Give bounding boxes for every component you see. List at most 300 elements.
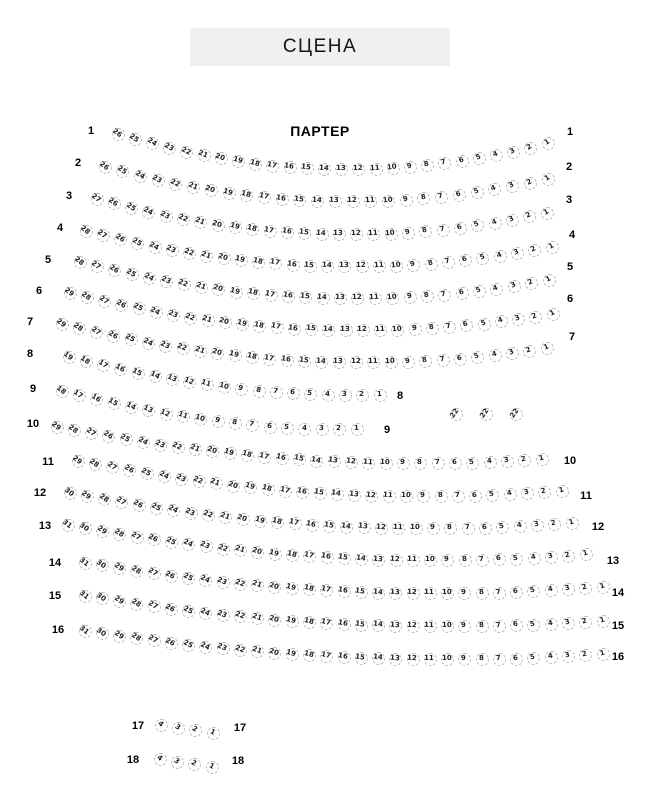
seat-r12-24[interactable] <box>167 504 180 517</box>
seat-r10-21[interactable] <box>189 443 202 456</box>
seat-r2-10[interactable] <box>382 195 395 208</box>
seat-r12-15[interactable] <box>323 520 336 533</box>
seat-r16-3[interactable] <box>562 650 575 663</box>
seat-r4-8[interactable] <box>425 258 438 271</box>
seat-r16-9[interactable] <box>458 653 471 666</box>
seat-r16-25[interactable] <box>182 639 195 652</box>
seat-r10-14[interactable] <box>310 455 323 468</box>
seat-r14-11[interactable] <box>424 587 437 600</box>
seat-r13-30[interactable] <box>79 522 92 535</box>
seat-r3-7[interactable] <box>437 224 450 237</box>
seat-r17-2[interactable] <box>189 724 202 737</box>
seat-r12-2[interactable] <box>548 518 561 531</box>
seat-r14-17[interactable] <box>320 584 333 597</box>
seat-r8-12[interactable] <box>183 376 196 389</box>
seat-r2-20[interactable] <box>205 184 218 197</box>
seat-r7-16[interactable] <box>281 354 294 367</box>
seat-r13-26[interactable] <box>148 533 161 546</box>
seat-r2-26[interactable] <box>99 161 112 174</box>
seat-r16-28[interactable] <box>130 632 143 645</box>
seat-r5-16[interactable] <box>282 290 295 303</box>
seat-r14-18[interactable] <box>303 583 316 596</box>
seat-r4-25[interactable] <box>131 237 144 250</box>
seat-r7-25[interactable] <box>125 333 138 346</box>
seat-r3-3[interactable] <box>506 214 519 227</box>
seat-r8-13[interactable] <box>166 373 179 386</box>
seat-r16-13[interactable] <box>389 653 402 666</box>
seat-r2-11[interactable] <box>364 195 377 208</box>
seat-r5-21[interactable] <box>195 281 208 294</box>
seat-r14-23[interactable] <box>217 576 230 589</box>
seat-r10-22[interactable] <box>172 441 185 454</box>
seat-r12-19[interactable] <box>254 515 267 528</box>
seat-r15-22[interactable] <box>234 610 247 623</box>
seat-r11-18[interactable] <box>262 483 275 496</box>
seat-r16-19[interactable] <box>286 648 299 661</box>
seat-r16-31[interactable] <box>79 625 92 638</box>
seat-r2-3[interactable] <box>506 180 519 193</box>
seat-r5-18[interactable] <box>247 287 260 300</box>
seat-r6-2[interactable] <box>529 311 542 324</box>
seat-r9-14[interactable] <box>125 401 138 414</box>
seat-r8-2[interactable] <box>356 389 369 402</box>
seat-r10-29[interactable] <box>51 421 64 434</box>
seat-r18-2[interactable] <box>188 758 201 771</box>
seat-r1-12[interactable] <box>352 163 365 176</box>
seat-r7-11[interactable] <box>367 356 380 369</box>
seat-r3-4[interactable] <box>489 217 502 230</box>
seat-r12-20[interactable] <box>237 513 250 526</box>
seat-r14-27[interactable] <box>148 567 161 580</box>
seat-r2-21[interactable] <box>187 181 200 194</box>
seat-r1-18[interactable] <box>249 158 262 171</box>
seat-r7-14[interactable] <box>315 356 328 369</box>
seat-r16-11[interactable] <box>424 653 437 666</box>
seat-r7-17[interactable] <box>263 353 276 366</box>
side-seat-3[interactable] <box>510 408 523 421</box>
seat-r12-8[interactable] <box>444 522 457 535</box>
seat-r3-20[interactable] <box>212 219 225 232</box>
seat-r12-21[interactable] <box>219 511 232 524</box>
seat-r2-24[interactable] <box>134 170 147 183</box>
seat-r8-11[interactable] <box>201 378 214 391</box>
seat-r13-20[interactable] <box>251 546 264 559</box>
seat-r9-3[interactable] <box>316 423 329 436</box>
seat-r11-19[interactable] <box>244 481 257 494</box>
seat-r15-30[interactable] <box>96 592 109 605</box>
seat-r3-24[interactable] <box>142 206 155 219</box>
seat-r15-16[interactable] <box>338 618 351 631</box>
seat-r4-7[interactable] <box>442 256 455 269</box>
seat-r8-19[interactable] <box>63 351 76 364</box>
seat-r6-18[interactable] <box>253 320 266 333</box>
seat-r3-17[interactable] <box>264 225 277 238</box>
seat-r14-20[interactable] <box>268 581 281 594</box>
seat-r16-26[interactable] <box>165 637 178 650</box>
seat-r3-26[interactable] <box>108 197 121 210</box>
seat-r6-4[interactable] <box>495 315 508 328</box>
seat-r2-4[interactable] <box>488 183 501 196</box>
seat-r14-4[interactable] <box>545 584 558 597</box>
seat-r7-7[interactable] <box>437 354 450 367</box>
seat-r3-14[interactable] <box>316 228 329 241</box>
seat-r16-30[interactable] <box>96 627 109 640</box>
seat-r10-12[interactable] <box>345 456 358 469</box>
seat-r8-5[interactable] <box>304 388 317 401</box>
seat-r5-3[interactable] <box>508 280 521 293</box>
seat-r2-14[interactable] <box>311 195 324 208</box>
seat-r16-12[interactable] <box>407 653 420 666</box>
seat-r11-17[interactable] <box>279 485 292 498</box>
seat-r3-19[interactable] <box>229 221 242 234</box>
seat-r7-15[interactable] <box>298 355 311 368</box>
seat-r8-7[interactable] <box>270 386 283 399</box>
seat-r8-8[interactable] <box>253 385 266 398</box>
seat-r2-13[interactable] <box>329 195 342 208</box>
seat-r3-5[interactable] <box>471 219 484 232</box>
seat-r15-9[interactable] <box>458 620 471 633</box>
seat-r5-17[interactable] <box>265 289 278 302</box>
seat-r4-10[interactable] <box>390 260 403 273</box>
seat-r16-20[interactable] <box>268 647 281 660</box>
seat-r16-22[interactable] <box>234 644 247 657</box>
seat-r1-7[interactable] <box>438 157 451 170</box>
seat-r16-21[interactable] <box>251 645 264 658</box>
seat-r9-13[interactable] <box>142 404 155 417</box>
seat-r1-4[interactable] <box>490 149 503 162</box>
seat-r10-10[interactable] <box>380 457 393 470</box>
seat-r14-1[interactable] <box>597 581 610 594</box>
seat-r11-15[interactable] <box>314 487 327 500</box>
seat-r11-2[interactable] <box>538 486 551 499</box>
seat-r1-26[interactable] <box>112 128 125 141</box>
seat-r2-19[interactable] <box>223 187 236 200</box>
seat-r15-10[interactable] <box>441 620 454 633</box>
seat-r4-6[interactable] <box>459 254 472 267</box>
seat-r5-28[interactable] <box>74 256 87 269</box>
seat-r3-9[interactable] <box>402 227 415 240</box>
side-seat-1[interactable] <box>450 408 463 421</box>
seat-r5-1[interactable] <box>543 274 556 287</box>
seat-r5-25[interactable] <box>126 268 139 281</box>
seat-r2-16[interactable] <box>276 193 289 206</box>
seat-r10-8[interactable] <box>414 457 427 470</box>
seat-r10-18[interactable] <box>241 449 254 462</box>
seat-r7-24[interactable] <box>142 337 155 350</box>
seat-r15-8[interactable] <box>476 620 489 633</box>
seat-r17-1[interactable] <box>207 727 220 740</box>
seat-r11-20[interactable] <box>227 480 240 493</box>
seat-r1-10[interactable] <box>387 162 400 175</box>
seat-r8-10[interactable] <box>218 381 231 394</box>
seat-r10-20[interactable] <box>206 445 219 458</box>
seat-r1-15[interactable] <box>301 162 314 175</box>
seat-r4-16[interactable] <box>287 259 300 272</box>
seat-r4-18[interactable] <box>252 256 265 269</box>
seat-r18-4[interactable] <box>154 753 167 766</box>
seat-r7-20[interactable] <box>211 347 224 360</box>
seat-r14-15[interactable] <box>355 586 368 599</box>
seat-r11-16[interactable] <box>296 486 309 499</box>
seat-r6-9[interactable] <box>409 323 422 336</box>
seat-r11-1[interactable] <box>556 485 569 498</box>
seat-r8-18[interactable] <box>80 355 93 368</box>
seat-r12-18[interactable] <box>271 516 284 529</box>
seat-r7-12[interactable] <box>350 356 363 369</box>
seat-r11-23[interactable] <box>175 473 188 486</box>
seat-r1-14[interactable] <box>318 163 331 176</box>
seat-r2-25[interactable] <box>116 165 129 178</box>
seat-r4-24[interactable] <box>149 241 162 254</box>
seat-r1-3[interactable] <box>507 146 520 159</box>
seat-r16-29[interactable] <box>113 630 126 643</box>
seat-r13-13[interactable] <box>372 554 385 567</box>
seat-r11-12[interactable] <box>365 490 378 503</box>
seat-r15-29[interactable] <box>113 595 126 608</box>
seat-r13-19[interactable] <box>269 548 282 561</box>
seat-r6-22[interactable] <box>184 312 197 325</box>
seat-r11-7[interactable] <box>452 490 465 503</box>
seat-r13-14[interactable] <box>355 553 368 566</box>
seat-r17-3[interactable] <box>172 722 185 735</box>
seat-r7-21[interactable] <box>194 345 207 358</box>
seat-r1-9[interactable] <box>404 161 417 174</box>
seat-r15-5[interactable] <box>527 619 540 632</box>
seat-r12-6[interactable] <box>479 522 492 535</box>
seat-r2-7[interactable] <box>435 191 448 204</box>
seat-r10-4[interactable] <box>484 456 497 469</box>
seat-r5-8[interactable] <box>421 290 434 303</box>
seat-r12-4[interactable] <box>514 520 527 533</box>
seat-r14-10[interactable] <box>441 587 454 600</box>
seat-r6-7[interactable] <box>443 321 456 334</box>
seat-r5-5[interactable] <box>473 285 486 298</box>
seat-r2-23[interactable] <box>152 174 165 187</box>
seat-r11-8[interactable] <box>435 490 448 503</box>
seat-r8-15[interactable] <box>132 367 145 380</box>
seat-r7-29[interactable] <box>56 318 69 331</box>
seat-r13-18[interactable] <box>286 549 299 562</box>
seat-r14-8[interactable] <box>476 587 489 600</box>
seat-r7-10[interactable] <box>385 356 398 369</box>
seat-r16-27[interactable] <box>148 634 161 647</box>
seat-r13-21[interactable] <box>234 544 247 557</box>
seat-r16-18[interactable] <box>303 649 316 662</box>
seat-r3-2[interactable] <box>523 210 536 223</box>
seat-r13-29[interactable] <box>96 525 109 538</box>
seat-r7-27[interactable] <box>90 326 103 339</box>
seat-r10-11[interactable] <box>362 457 375 470</box>
seat-r11-13[interactable] <box>348 489 361 502</box>
seat-r15-21[interactable] <box>251 612 264 625</box>
seat-r4-9[interactable] <box>407 259 420 272</box>
seat-r3-22[interactable] <box>177 213 190 226</box>
seat-r12-11[interactable] <box>392 522 405 535</box>
seat-r1-2[interactable] <box>524 142 537 155</box>
seat-r12-13[interactable] <box>358 521 371 534</box>
seat-r15-15[interactable] <box>355 619 368 632</box>
seat-r9-1[interactable] <box>351 423 364 436</box>
seat-r6-13[interactable] <box>340 324 353 337</box>
seat-r3-1[interactable] <box>541 207 554 220</box>
seat-r11-24[interactable] <box>158 470 171 483</box>
seat-r4-14[interactable] <box>321 260 334 273</box>
seat-r8-1[interactable] <box>374 389 387 402</box>
seat-r10-7[interactable] <box>432 457 445 470</box>
seat-r4-1[interactable] <box>546 241 559 254</box>
seat-r16-4[interactable] <box>545 651 558 664</box>
seat-r3-23[interactable] <box>160 210 173 223</box>
seat-r2-18[interactable] <box>240 189 253 202</box>
seat-r9-7[interactable] <box>246 419 259 432</box>
seat-r14-9[interactable] <box>458 587 471 600</box>
seat-r3-8[interactable] <box>419 225 432 238</box>
seat-r18-1[interactable] <box>206 761 219 774</box>
seat-r8-17[interactable] <box>97 359 110 372</box>
seat-r1-19[interactable] <box>232 155 245 168</box>
seat-r7-18[interactable] <box>246 351 259 364</box>
seat-r16-14[interactable] <box>372 652 385 665</box>
seat-r13-22[interactable] <box>217 543 230 556</box>
seat-r9-10[interactable] <box>194 413 207 426</box>
seat-r7-2[interactable] <box>523 345 536 358</box>
side-seat-2[interactable] <box>480 408 493 421</box>
seat-r5-10[interactable] <box>386 292 399 305</box>
seat-r15-19[interactable] <box>286 615 299 628</box>
seat-r8-4[interactable] <box>322 389 335 402</box>
seat-r5-6[interactable] <box>456 287 469 300</box>
seat-r3-16[interactable] <box>281 226 294 239</box>
seat-r13-8[interactable] <box>459 554 472 567</box>
seat-r5-13[interactable] <box>334 292 347 305</box>
seat-r3-15[interactable] <box>298 227 311 240</box>
seat-r12-14[interactable] <box>340 521 353 534</box>
seat-r16-10[interactable] <box>441 653 454 666</box>
seat-r7-6[interactable] <box>454 353 467 366</box>
seat-r16-17[interactable] <box>320 650 333 663</box>
seat-r10-5[interactable] <box>466 457 479 470</box>
seat-r6-1[interactable] <box>547 308 560 321</box>
seat-r1-6[interactable] <box>456 155 469 168</box>
seat-r4-22[interactable] <box>183 247 196 260</box>
seat-r6-27[interactable] <box>98 295 111 308</box>
seat-r15-13[interactable] <box>389 620 402 633</box>
seat-r4-23[interactable] <box>166 244 179 257</box>
seat-r16-6[interactable] <box>510 653 523 666</box>
seat-r7-8[interactable] <box>419 355 432 368</box>
seat-r4-2[interactable] <box>528 244 541 257</box>
seat-r9-5[interactable] <box>281 422 294 435</box>
seat-r15-12[interactable] <box>407 620 420 633</box>
seat-r14-28[interactable] <box>130 565 143 578</box>
seat-r1-25[interactable] <box>129 133 142 146</box>
seat-r15-7[interactable] <box>493 620 506 633</box>
seat-r7-1[interactable] <box>541 342 554 355</box>
seat-r10-28[interactable] <box>68 424 81 437</box>
seat-r13-24[interactable] <box>182 538 195 551</box>
seat-r10-19[interactable] <box>224 447 237 460</box>
seat-r6-24[interactable] <box>150 306 163 319</box>
seat-r3-27[interactable] <box>91 193 104 206</box>
seat-r11-26[interactable] <box>123 464 136 477</box>
seat-r14-2[interactable] <box>579 582 592 595</box>
seat-r14-3[interactable] <box>562 583 575 596</box>
seat-r2-12[interactable] <box>347 195 360 208</box>
seat-r11-10[interactable] <box>400 490 413 503</box>
seat-r13-5[interactable] <box>510 553 523 566</box>
seat-r14-13[interactable] <box>389 587 402 600</box>
seat-r9-12[interactable] <box>160 408 173 421</box>
seat-r3-10[interactable] <box>385 228 398 241</box>
seat-r6-8[interactable] <box>426 322 439 335</box>
seat-r14-14[interactable] <box>372 587 385 600</box>
seat-r10-25[interactable] <box>120 433 133 446</box>
seat-r1-21[interactable] <box>198 149 211 162</box>
seat-r2-6[interactable] <box>453 189 466 202</box>
seat-r16-23[interactable] <box>217 642 230 655</box>
seat-r4-11[interactable] <box>373 260 386 273</box>
seat-r8-3[interactable] <box>339 389 352 402</box>
seat-r4-28[interactable] <box>80 225 93 238</box>
seat-r3-18[interactable] <box>246 223 259 236</box>
seat-r11-9[interactable] <box>417 490 430 503</box>
seat-r3-6[interactable] <box>454 222 467 235</box>
seat-r4-17[interactable] <box>269 257 282 270</box>
seat-r10-13[interactable] <box>328 455 341 468</box>
seat-r10-6[interactable] <box>449 457 462 470</box>
seat-r11-25[interactable] <box>141 467 154 480</box>
seat-r11-27[interactable] <box>106 461 119 474</box>
seat-r9-8[interactable] <box>229 417 242 430</box>
seat-r2-15[interactable] <box>293 194 306 207</box>
seat-r13-12[interactable] <box>390 554 403 567</box>
seat-r16-1[interactable] <box>597 648 610 661</box>
seat-r14-30[interactable] <box>96 559 109 572</box>
seat-r7-4[interactable] <box>489 349 502 362</box>
seat-r12-12[interactable] <box>375 522 388 535</box>
seat-r12-30[interactable] <box>64 487 77 500</box>
seat-r6-15[interactable] <box>305 323 318 336</box>
seat-r13-25[interactable] <box>165 536 178 549</box>
seat-r4-26[interactable] <box>114 233 127 246</box>
seat-r14-22[interactable] <box>234 578 247 591</box>
seat-r14-31[interactable] <box>79 557 92 570</box>
seat-r1-17[interactable] <box>266 160 279 173</box>
seat-r13-16[interactable] <box>321 551 334 564</box>
seat-r6-17[interactable] <box>271 321 284 334</box>
seat-r5-4[interactable] <box>490 283 503 296</box>
seat-r5-27[interactable] <box>91 260 104 273</box>
seat-r2-2[interactable] <box>524 177 537 190</box>
seat-r14-29[interactable] <box>113 562 126 575</box>
seat-r4-27[interactable] <box>97 229 110 242</box>
seat-r11-22[interactable] <box>193 475 206 488</box>
seat-r6-26[interactable] <box>115 299 128 312</box>
seat-r9-6[interactable] <box>264 421 277 434</box>
seat-r13-11[interactable] <box>407 554 420 567</box>
seat-r6-19[interactable] <box>236 318 249 331</box>
seat-r4-13[interactable] <box>338 260 351 273</box>
seat-r6-21[interactable] <box>202 314 215 327</box>
seat-r1-13[interactable] <box>335 163 348 176</box>
seat-r10-24[interactable] <box>137 436 150 449</box>
seat-r4-3[interactable] <box>511 247 524 260</box>
seat-r13-9[interactable] <box>441 554 454 567</box>
seat-r3-21[interactable] <box>194 216 207 229</box>
seat-r15-20[interactable] <box>268 614 281 627</box>
seat-r6-3[interactable] <box>512 313 525 326</box>
seat-r12-1[interactable] <box>566 517 579 530</box>
